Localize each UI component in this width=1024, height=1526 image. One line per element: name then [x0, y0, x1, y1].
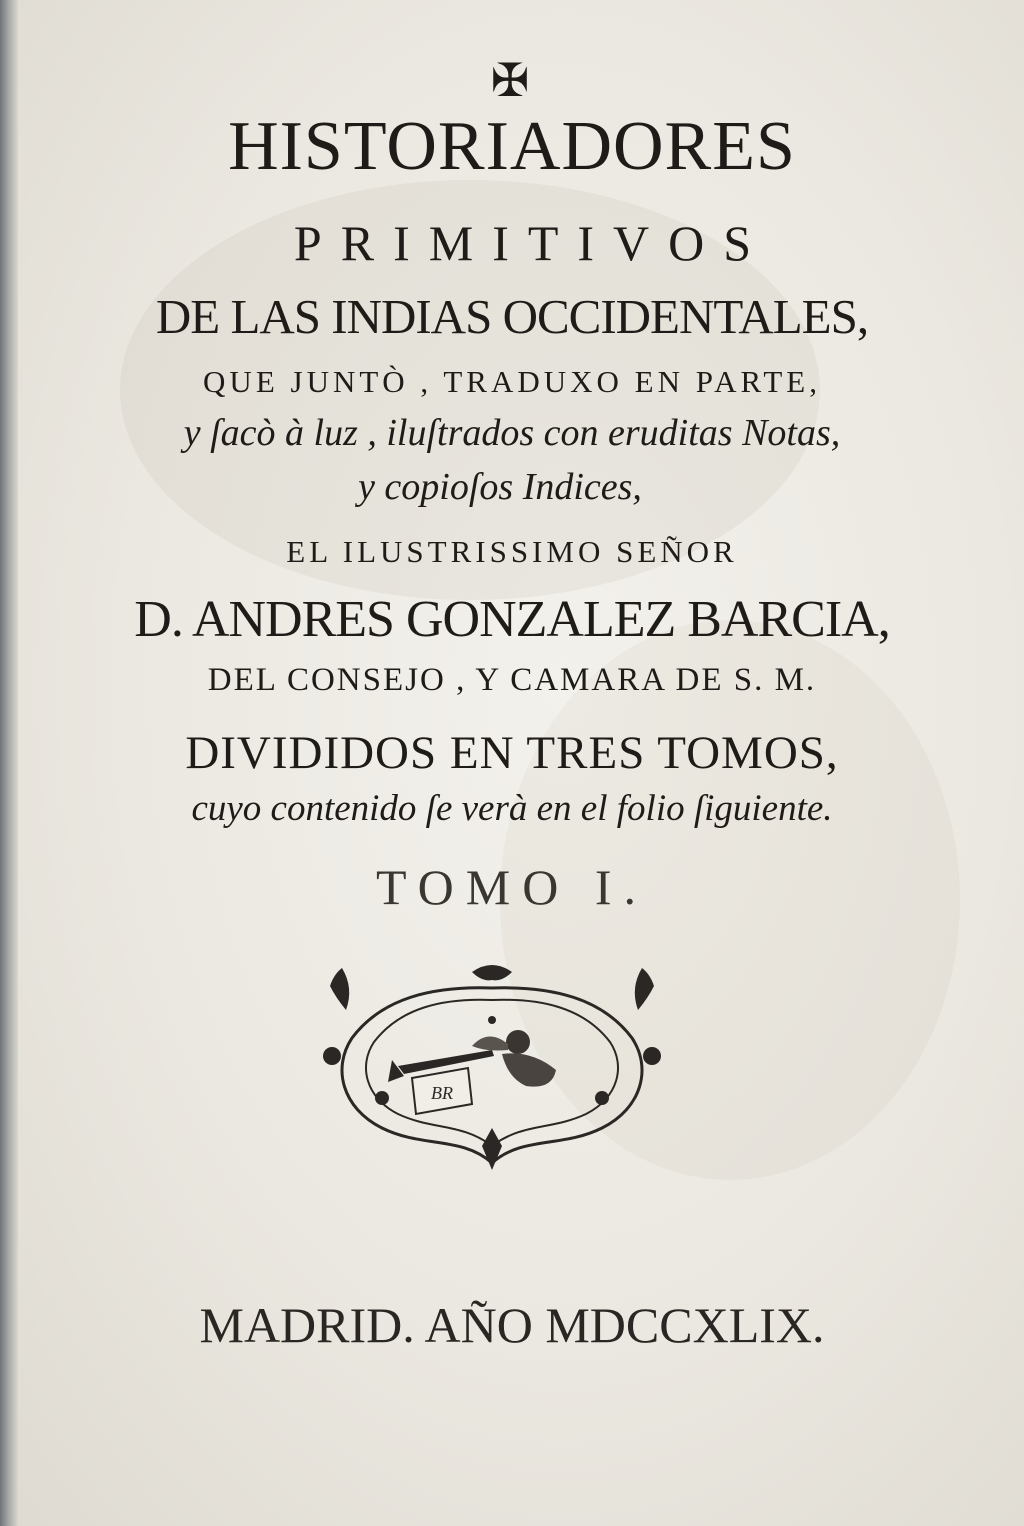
printers-emblem — [312, 958, 672, 1173]
emblem-monogram: BR — [431, 1083, 453, 1103]
volumes-line: DIVIDIDOS EN TRES TOMOS, — [185, 727, 839, 779]
title-line-senor: EL ILUSTRISSIMO SEÑOR — [286, 534, 738, 569]
contents-note: cuyo contenido ſe verà en el folio ſiguiente. — [191, 788, 833, 829]
emblem-banner — [412, 1068, 472, 1114]
emblem-ornaments — [323, 965, 661, 1170]
title-line-indias: DE LAS INDIAS OCCIDENTALES, — [155, 289, 869, 344]
title-line-junto: QUE JUNTÒ , TRADUXO EN PARTE, — [203, 364, 821, 399]
volume-number: TOMO I. — [376, 859, 648, 915]
author-name: D. ANDRES GONZALEZ BARCIA, — [134, 591, 890, 648]
title-line-historiadores: HISTORIADORES — [228, 108, 796, 185]
title-line-primitivos: PRIMITIVOS — [293, 215, 771, 271]
imprint: MADRID. AÑO MDCCXLIX. — [199, 1297, 825, 1353]
cross-mark: ✠ — [490, 55, 530, 106]
emblem-cherub — [472, 1030, 556, 1087]
author-office: DEL CONSEJO , Y CAMARA DE S. M. — [207, 662, 817, 698]
title-line-indices: y copioſos Indices, — [358, 466, 642, 508]
title-line-notas: y ſacò à luz , iluſtrados con eruditas Notas, — [183, 412, 841, 454]
